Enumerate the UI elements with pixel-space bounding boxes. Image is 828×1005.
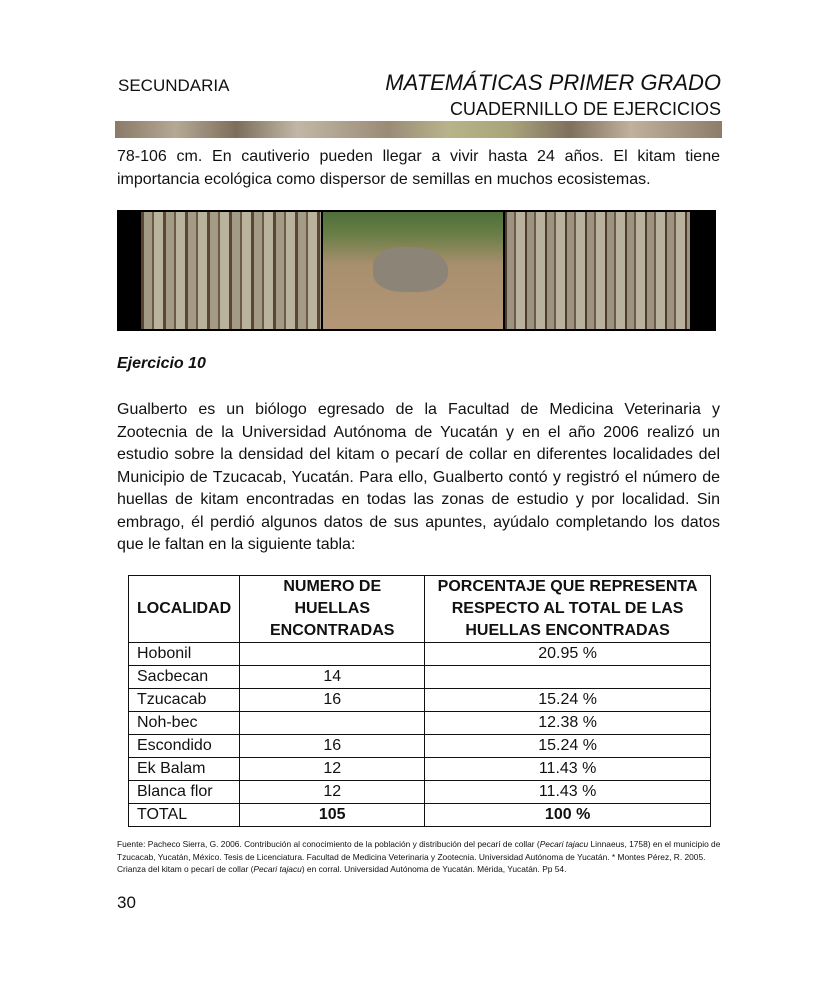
header-cell: LOCALIDAD [129,576,240,643]
percent-cell: 12.38 % [425,712,711,735]
footnote-text: Linnaeus, 1758) en el municipio de Tzucacab, Yucatán, México. Tesis de Licenciatura. Facultad de Medicina Veterinaria y Zootecnia. Universidad Autónoma de Yucatán. * Montes Pérez, R. 2005. Crianza del kitam o pecarí de collar ( [117,839,721,874]
forest-photo-left [141,212,321,329]
count-cell: 12 [240,781,425,804]
table-row [129,712,711,735]
header-cell: PORCENTAJE QUE REPRESENTA RESPECTO AL TOTAL DE LAS HUELLAS ENCONTRADAS [425,576,711,643]
footnote [117,838,723,876]
footnote-text: Fuente: Pacheco Sierra, G. 2006. Contribución al conocimiento de la población y distribución del pecarí de collar ( [117,839,540,849]
table-row [129,735,711,758]
locality-cell: Sacbecan [129,666,240,689]
header-banner-image [115,121,722,138]
percent-cell: 11.43 % [425,758,711,781]
intro-paragraph: 78-106 cm. En cautiverio pueden llegar a vivir hasta 24 años. El kitam tiene importancia ecológica como dispersor de semillas en muchos ecosistemas. [117,148,720,188]
footnote-species: Pecari tajacu [253,864,302,874]
locality-cell: Tzucacab [129,689,240,712]
peccary-image [373,247,448,292]
header-level: SECUNDARIA [118,76,230,95]
header-cell: NUMERO DE HUELLAS ENCONTRADAS [240,576,425,643]
table-row [129,758,711,781]
locality-cell: TOTAL [129,804,240,827]
data-table [128,575,711,827]
exercise-text: Gualberto es un biólogo egresado de la Facultad de Medicina Veterinaria y Zootecnia de la Universidad Autónoma de Yucatán y en el año 2006 realizó un estudio sobre la densidad del kitam o pecarí de collar en diferentes localidades del Municipio de Tzucacab, Yucatán. Para ello, Gualberto contó y registró el número de huellas de kitam encontradas en todas las zonas de estudio y por localidad. Sin embrago, él perdió algunos datos de sus apuntes, ayúdalo completando los datos que le faltan en la siguiente tabla: [117,401,720,553]
percent-cell: 15.24 % [425,735,711,758]
locality-cell: Escondido [129,735,240,758]
table-row [129,689,711,712]
locality-cell: Ek Balam [129,758,240,781]
percent-cell [425,666,711,689]
count-cell: 16 [240,689,425,712]
percent-cell: 11.43 % [425,781,711,804]
table-header-row [129,576,711,643]
footnote-species: Pecari tajacu [539,839,589,849]
header-subtitle: CUADERNILLO DE EJERCICIOS [449,99,721,119]
exercise-title: Ejercicio 10 [117,355,206,372]
percent-cell: 20.95 % [425,643,711,666]
count-cell [240,643,425,666]
count-cell: 16 [240,735,425,758]
footnote-text: ) en corral. Universidad Autónoma de Yucatán. Mérida, Yucatán. Pp 54. [301,864,567,874]
table-row [129,804,711,827]
count-cell: 12 [240,758,425,781]
table-row [129,643,711,666]
locality-cell: Hobonil [129,643,240,666]
percent-cell: 15.24 % [425,689,711,712]
locality-cell: Noh-bec [129,712,240,735]
count-cell: 105 [240,804,425,827]
table-row [129,666,711,689]
header-title: MATEMÁTICAS PRIMER GRADO [385,70,721,95]
locality-cell: Blanca flor [129,781,240,804]
count-cell [240,712,425,735]
photo-strip [117,210,716,331]
table-row [129,781,711,804]
peccary-photo [323,212,503,329]
forest-photo-right [505,212,690,329]
count-cell: 14 [240,666,425,689]
page-number: 30 [117,893,136,912]
percent-cell: 100 % [425,804,711,827]
